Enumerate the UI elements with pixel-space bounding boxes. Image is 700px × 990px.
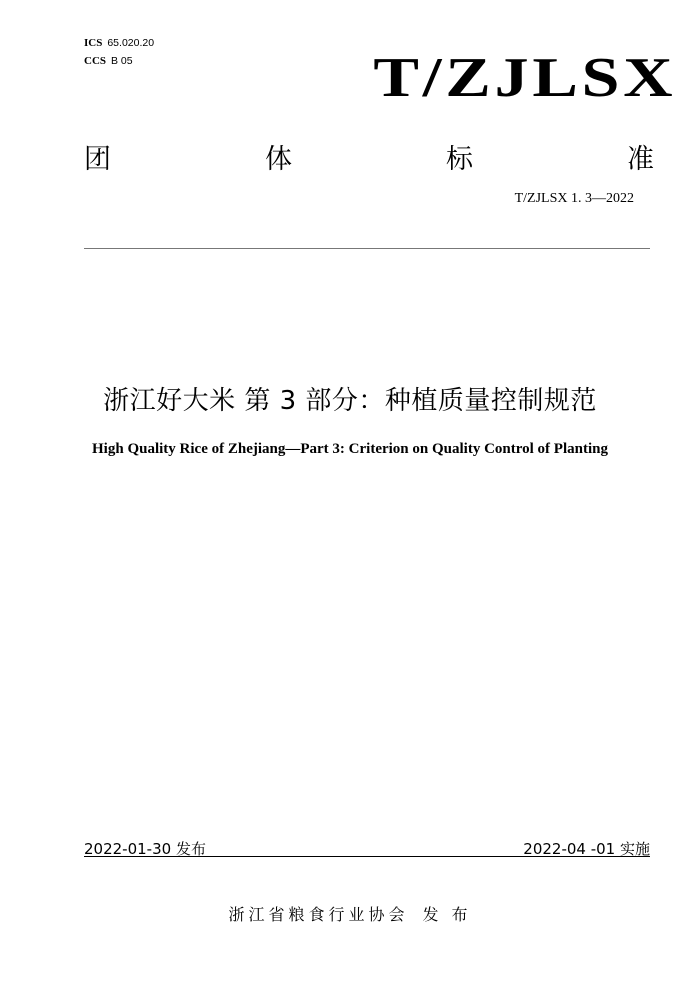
ccs-value: B 05 [111,55,133,67]
standard-type-char: 体 [265,144,292,175]
ccs-line [84,55,133,67]
document-title-en: High Quality Rice of Zhejiang—Part 3: Criterion on Quality Control of Planting [92,441,608,457]
ccs-label: CCS [84,55,107,67]
publisher-verb: 发 布 [422,905,472,924]
standard-type-char: 准 [627,144,654,175]
publisher-name: 浙江省粮食行业协会 [228,905,409,924]
ics-label: ICS [84,37,103,49]
document-title-cn: 浙江好大米 第 3 部分：种植质量控制规范 [103,386,597,416]
implement-date: 2022-04 -01 实施 [523,840,650,858]
publisher-line [0,902,700,925]
standard-type-heading [84,137,654,176]
standard-number: T/ZJLSX 1. 3—2022 [514,191,634,206]
standard-type-char: 团 [84,144,111,175]
ics-line [84,37,154,49]
standard-type-char: 标 [446,144,473,175]
organization-code-logo: T/ZJLSX [373,47,676,109]
ics-value: 65.020.20 [107,37,155,49]
footer-divider [84,856,650,857]
publish-date: 2022-01-30 发布 [84,840,206,858]
header-divider [84,248,650,249]
